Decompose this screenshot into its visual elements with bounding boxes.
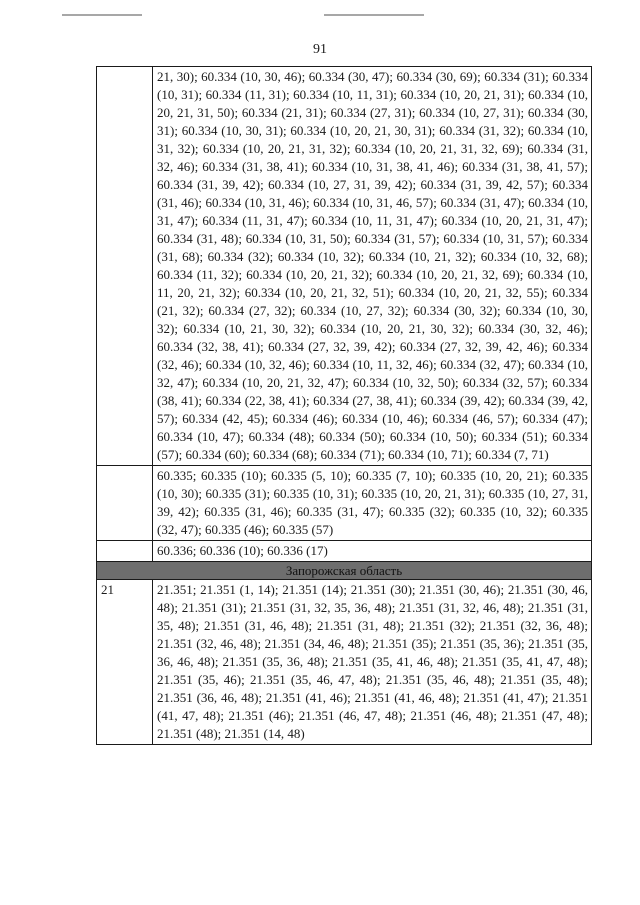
row-number-cell [97,541,153,562]
entry-number: 21 [97,580,153,745]
table-row [97,67,592,466]
table-row [97,580,592,745]
codes-cell: 60.336; 60.336 (10); 60.336 (17) [153,541,592,562]
page-number: 91 [313,42,327,57]
row-number-cell [97,466,153,541]
table-row [97,466,592,541]
region-header-row [97,562,592,580]
codes-cell: 60.335; 60.335 (10); 60.335 (5, 10); 60.335 (7, 10); 60.335 (10, 20, 21); 60.335 (10, 30); 60.335 (31); 60.335 (10, 31); 60.335 (10, 20, 21, 31); 60.335 (10, 27, 31, 39, 42); 60.335 (31, 46); 60.335 (31, 47); 60.335 (32); 60.335 (10, 32); 60.335 (32, 47); 60.335 (46); 60.335 (57) [153,466,592,541]
codes-cell: 21.351; 21.351 (1, 14); 21.351 (14); 21.351 (30); 21.351 (30, 46); 21.351 (30, 46, 48); 21.351 (31); 21.351 (31, 32, 35, 36, 48); 21.351 (31, 32, 46, 48); 21.351 (31, 35, 48); 21.351 (31, 46, 48); 21.351 (31, 48); 21.351 (32); 21.351 (32, 36, 48); 21.351 (32, 46, 48); 21.351 (34, 46, 48); 21.351 (35); 21.351 (35, 36); 21.351 (35, 36, 46, 48); 21.351 (35, 36, 48); 21.351 (35, 41, 46, 48); 21.351 (35, 41, 47, 48); 21.351 (35, 46); 21.351 (35, 46, 47, 48); 21.351 (35, 46, 48); 21.351 (35, 48); 21.351 (36, 46, 48); 21.351 (41, 46); 21.351 (41, 46, 48); 21.351 (41, 47); 21.351 (41, 47, 48); 21.351 (46); 21.351 (46, 47, 48); 21.351 (46, 48); 21.351 (47, 48); 21.351 (48); 21.351 (14, 48) [153,580,592,745]
scan-artifact-left [62,14,142,16]
row-number-cell [97,67,153,466]
scan-artifact-center [324,14,424,16]
region-header: Запорожская область [97,562,592,580]
codes-cell: 21, 30); 60.334 (10, 30, 46); 60.334 (30, 47); 60.334 (30, 69); 60.334 (31); 60.334 (10, 31); 60.334 (11, 31); 60.334 (10, 11, 31); 60.334 (10, 20, 21, 31); 60.334 (10, 20, 21, 31, 50); 60.334 (21, 31); 60.334 (27, 31); 60.334 (10, 27, 31); 60.334 (30, 31); 60.334 (10, 30, 31); 60.334 (10, 20, 21, 30, 31); 60.334 (31, 32); 60.334 (10, 31, 32); 60.334 (10, 20, 21, 31, 32); 60.334 (10, 20, 21, 31, 32, 69); 60.334 (31, 32, 46); 60.334 (31, 38, 41); 60.334 (10, 31, 38, 41, 46); 60.334 (31, 38, 41, 57); 60.334 (31, 39, 42); 60.334 (10, 27, 31, 39, 42); 60.334 (31, 39, 42, 57); 60.334 (31, 46); 60.334 (10, 31, 46); 60.334 (10, 31, 46, 57); 60.334 (31, 47); 60.334 (10, 31, 47); 60.334 (11, 31, 47); 60.334 (10, 11, 31, 47); 60.334 (10, 20, 21, 31, 47); 60.334 (31, 48); 60.334 (10, 31, 50); 60.334 (31, 57); 60.334 (10, 31, 57); 60.334 (31, 68); 60.334 (32); 60.334 (10, 32); 60.334 (10, 21, 32); 60.334 (10, 32, 68); 60.334 (11, 32); 60.334 (10, 20, 21, 32); 60.334 (10, 20, 21, 32, 69); 60.334 (10, 11, 20, 21, 32); 60.334 (10, 20, 21, 32, 51); 60.334 (10, 20, 21, 32, 55); 60.334 (21, 32); 60.334 (27, 32); 60.334 (10, 27, 32); 60.334 (30, 32); 60.334 (10, 30, 32); 60.334 (10, 21, 30, 32); 60.334 (10, 20, 21, 30, 32); 60.334 (30, 32, 46); 60.334 (32, 38, 41); 60.334 (27, 32, 39, 42); 60.334 (27, 32, 39, 42, 46); 60.334 (32, 46); 60.334 (10, 32, 46); 60.334 (10, 11, 32, 46); 60.334 (32, 47); 60.334 (10, 32, 47); 60.334 (10, 20, 21, 32, 47); 60.334 (10, 32, 50); 60.334 (32, 57); 60.334 (38, 41); 60.334 (22, 38, 41); 60.334 (27, 38, 41); 60.334 (39, 42); 60.334 (39, 42, 57); 60.334 (42, 45); 60.334 (46); 60.334 (10, 46); 60.334 (46, 57); 60.334 (47); 60.334 (10, 47); 60.334 (48); 60.334 (50); 60.334 (10, 50); 60.334 (51); 60.334 (57); 60.334 (60); 60.334 (68); 60.334 (71); 60.334 (10, 71); 60.334 (7, 71) [153,67,592,466]
table-row [97,541,592,562]
codes-table [96,66,592,745]
